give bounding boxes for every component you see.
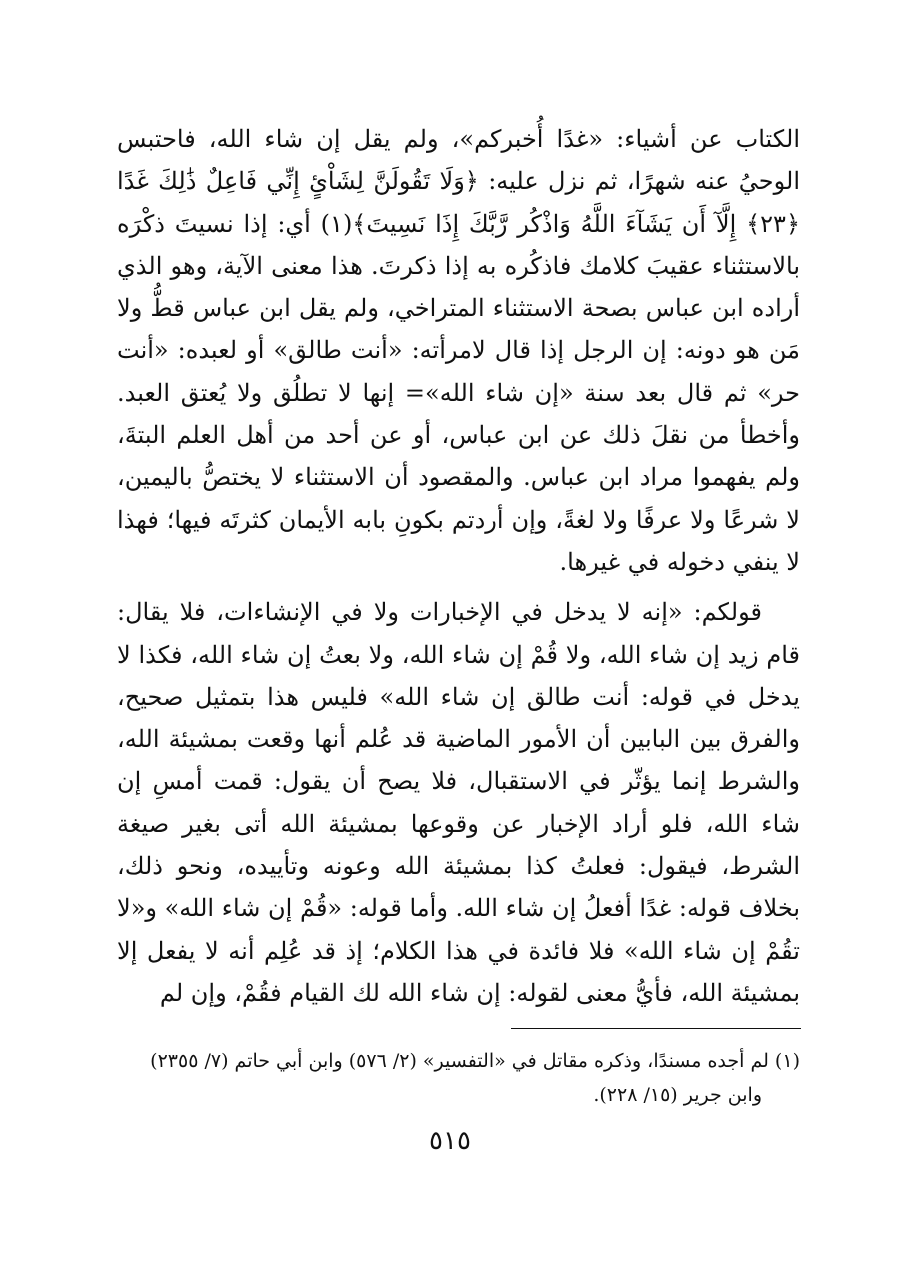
- footnote-divider: [511, 1028, 801, 1029]
- page-number: ٥١٥: [429, 1126, 471, 1156]
- footnotes: [117, 1044, 800, 1112]
- footnote-1-line-1: (١) لم أجده مسندًا، وذكره مقاتل في «التفسير» (٢/ ٥٧٦) وابن أبي حاتم (٧/ ٢٣٥٥): [150, 1050, 800, 1072]
- body-paragraph-1: الكتاب عن أشياء: «غدًا أُخبركم»، ولم يقل إن شاء الله، فاحتبس الوحيُ عنه شهرًا، ثم نزل عليه: ﴿وَلَا تَقُولَنَّ لِشَاْئٍ إِنِّي فَاعِلٌ ذَٰلِكَ غَدًا ﴿٢٣﴾ إِلَّآ أَن يَشَآءَ اللَّهُ وَاذْكُر رَّبَّكَ إِذَا نَسِيتَ﴾(١) أي: إذا نسيتَ ذكْرَه بالاستثناء عقيبَ كلامك فاذكُره به إذا ذكرتَ. هذا معنى الآية، وهو الذي أراده ابن عباس بصحة الاستثناء المتراخي، ولم يقل ابن عباس قطُّ ولا مَن هو دونه: إن الرجل إذا قال لامرأته: «أنت طالق» أو لعبده: «أنت حر» ثم قال بعد سنة «إن شاء الله»= إنها لا تطلُق ولا يُعتق العبد. وأخطأ من نقلَ ذلك عن ابن عباس، أو عن أحد من أهل العلم البتةَ، ولم يفهموا مراد ابن عباس. والمقصود أن الاستثناء لا يختصُّ باليمين، لا شرعًا ولا عرفًا ولا لغةً، وإن أردتم بكونِ بابه الأيمان كثرتَه فيها؛ فهذا لا ينفي دخوله في غيرها.: [117, 125, 800, 576]
- body-paragraph-2: قولكم: «إنه لا يدخل في الإخبارات ولا في الإنشاءات، فلا يقال: قام زيد إن شاء الله، ولا قُمْ إن شاء الله، ولا بعتُ إن شاء الله، فكذا لا يدخل في قوله: أنت طالق إن شاء الله» فليس هذا بتمثيل صحيح، والفرق بين البابين أن الأمور الماضية قد عُلم أنها وقعت بمشيئة الله، والشرط إنما يؤثّر في الاستقبال، فلا يصح أن يقول: قمت أمسِ إن شاء الله، فلو أراد الإخبار عن وقوعها بمشيئة الله أتى بغير صيغة الشرط، فيقول: فعلتُ كذا بمشيئة الله وعونه وتأييده، ونحو ذلك، بخلاف قوله: غدًا أفعلُ إن شاء الله. وأما قوله: «قُمْ إن شاء الله» و«لا تقُمْ إن شاء الله» فلا فائدة في هذا الكلام؛ إذ قد عُلِم أنه لا يفعل إلا بمشيئة الله، فأيُّ معنى لقوله: إن شاء الله لك القيام فقُمْ، وإن لم: [117, 598, 800, 1007]
- footnote-1-line-2: وابن جرير (١٥/ ٢٢٨).: [593, 1084, 762, 1106]
- page-body: [117, 118, 800, 1014]
